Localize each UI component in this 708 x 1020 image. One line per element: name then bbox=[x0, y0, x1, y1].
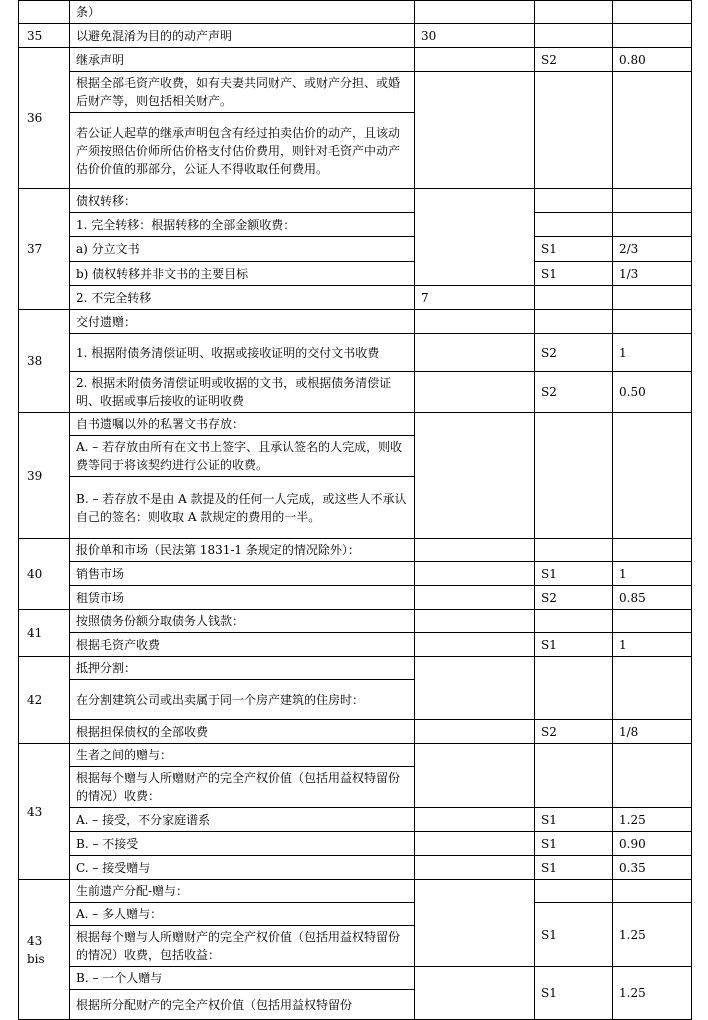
item-text: 1. 根据附债务清偿证明、收据或接收证明的交付文书收费 bbox=[70, 334, 415, 372]
item-text: 根据全部毛资产收费，如有夫妻共同财产、或财产分担、或婚后财产等，则包括相关财产。 bbox=[70, 72, 415, 113]
table-row bbox=[19, 967, 692, 990]
item-text: C. – 接受赠与 bbox=[70, 856, 415, 880]
fee-scale: S1 bbox=[535, 856, 613, 880]
table-row bbox=[19, 903, 692, 926]
table-row bbox=[19, 633, 692, 657]
item-text: 自书遗嘱以外的私署文书存放： bbox=[70, 413, 415, 436]
table-row bbox=[19, 610, 692, 633]
item-text: a) 分立文书 bbox=[70, 237, 415, 262]
table-row bbox=[19, 744, 692, 767]
item-text: 销售市场 bbox=[70, 562, 415, 586]
table-row bbox=[19, 808, 692, 832]
item-number: 41 bbox=[19, 610, 70, 657]
item-text: 2. 不完全转移 bbox=[70, 286, 415, 310]
table-row bbox=[19, 720, 692, 744]
item-text: 继承声明 bbox=[70, 48, 415, 72]
item-text: B. – 若存放不是由 A 款提及的任何一人完成，或这些人不承认自己的签名：则收取 A 款规定的费用的一半。 bbox=[70, 477, 415, 539]
table-row bbox=[19, 262, 692, 286]
fee-scale: S2 bbox=[535, 48, 613, 72]
item-number: 42 bbox=[19, 657, 70, 744]
fee-rate: 0.85 bbox=[613, 586, 692, 610]
item-text: 以避免混淆为目的的动产声明 bbox=[70, 24, 415, 48]
table-row bbox=[19, 657, 692, 680]
item-number: 38 bbox=[19, 310, 70, 413]
table-row bbox=[19, 213, 692, 237]
fee-rate: 1/3 bbox=[613, 262, 692, 286]
item-text: 报价单和市场（民法第 1831-1 条规定的情况除外）： bbox=[70, 539, 415, 562]
fee-scale: S1 bbox=[535, 967, 613, 1020]
fee-scale: S1 bbox=[535, 808, 613, 832]
table-row bbox=[19, 880, 692, 903]
item-number: 39 bbox=[19, 413, 70, 539]
fee-table bbox=[18, 0, 692, 1020]
item-text: 租赁市场 bbox=[70, 586, 415, 610]
table-row bbox=[19, 72, 692, 113]
item-text: B. – 一个人赠与 bbox=[70, 967, 415, 990]
fee-scale: S2 bbox=[535, 586, 613, 610]
table-row bbox=[19, 562, 692, 586]
item-text: A. – 接受，不分家庭谱系 bbox=[70, 808, 415, 832]
fee-rate: 2/3 bbox=[613, 237, 692, 262]
table-row bbox=[19, 237, 692, 262]
fee-rate: 1.25 bbox=[613, 967, 692, 1020]
fixed-fee: 30 bbox=[415, 24, 535, 48]
fee-scale: S1 bbox=[535, 903, 613, 967]
fee-rate: 1/8 bbox=[613, 720, 692, 744]
table-row bbox=[19, 310, 692, 334]
item-text: 1. 完全转移：根据转移的全部金额收费： bbox=[70, 213, 415, 237]
item-text: 2. 根据未附债务清偿证明或收据的文书，或根据债务清偿证明、收据或事后接收的证明收费 bbox=[70, 372, 415, 413]
item-text: 债权转移： bbox=[70, 189, 415, 213]
table-row bbox=[19, 189, 692, 213]
fee-rate: 1 bbox=[613, 633, 692, 657]
item-number: 40 bbox=[19, 539, 70, 610]
fee-scale: S1 bbox=[535, 262, 613, 286]
item-text: b) 债权转移并非文书的主要目标 bbox=[70, 262, 415, 286]
item-text: B. – 不接受 bbox=[70, 832, 415, 856]
fee-rate: 0.80 bbox=[613, 48, 692, 72]
item-number: 36 bbox=[19, 48, 70, 189]
fee-rate: 1.25 bbox=[613, 903, 692, 967]
fee-scale: S1 bbox=[535, 633, 613, 657]
table-row bbox=[19, 539, 692, 562]
item-text: 生前遗产分配-赠与： bbox=[70, 880, 415, 903]
item-text: 根据毛资产收费 bbox=[70, 633, 415, 657]
item-text: 生者之间的赠与： bbox=[70, 744, 415, 767]
item-text: 抵押分割： bbox=[70, 657, 415, 680]
item-text: 根据担保债权的全部收费 bbox=[70, 720, 415, 744]
item-text: 交付遗赠： bbox=[70, 310, 415, 334]
item-text: 按照债务份额分取债务人钱款： bbox=[70, 610, 415, 633]
item-text: 根据每个赠与人所赠财产的完全产权价值（包括用益权特留份的情况）收费： bbox=[70, 767, 415, 808]
table-row bbox=[19, 286, 692, 310]
table-row bbox=[19, 832, 692, 856]
item-text: A. – 若存放由所有在文书上签字、且承认签名的人完成，则收费等同于将该契约进行公证的收费。 bbox=[70, 436, 415, 477]
item-number: 43 bis bbox=[19, 880, 70, 1020]
item-text: A. – 多人赠与： bbox=[70, 903, 415, 926]
fee-scale: S2 bbox=[535, 372, 613, 413]
table-row bbox=[19, 334, 692, 372]
fee-scale: S1 bbox=[535, 832, 613, 856]
table-row bbox=[19, 24, 692, 48]
fee-scale: S1 bbox=[535, 237, 613, 262]
item-text: 若公证人起草的继承声明包含有经过拍卖估价的动产，且该动产须按照估价师所估价格支付估价费用，则针对毛资产中动产估价价值的那部分，公证人不得收取任何费用。 bbox=[70, 113, 415, 189]
item-text: 在分割建筑公司或出卖属于同一个房产建筑的住房时： bbox=[70, 680, 415, 720]
fee-rate: 1 bbox=[613, 562, 692, 586]
fee-scale: S2 bbox=[535, 720, 613, 744]
table-row bbox=[19, 856, 692, 880]
fee-scale: S2 bbox=[535, 334, 613, 372]
fee-rate: 0.50 bbox=[613, 372, 692, 413]
table-row bbox=[19, 48, 692, 72]
fee-rate: 1 bbox=[613, 334, 692, 372]
item-text: 条） bbox=[70, 1, 415, 24]
item-text: 根据每个赠与人所赠财产的完全产权价值（包括用益权特留份的情况）收费，包括收益： bbox=[70, 926, 415, 967]
table-row bbox=[19, 413, 692, 436]
table-row bbox=[19, 1, 692, 24]
item-number: 43 bbox=[19, 744, 70, 880]
fee-rate: 0.90 bbox=[613, 832, 692, 856]
fee-rate: 1.25 bbox=[613, 808, 692, 832]
fee-rate: 0.35 bbox=[613, 856, 692, 880]
table-row bbox=[19, 586, 692, 610]
item-text: 根据所分配财产的完全产权价值（包括用益权特留份 bbox=[70, 990, 415, 1020]
item-number: 35 bbox=[19, 24, 70, 48]
table-row bbox=[19, 372, 692, 413]
item-number: 37 bbox=[19, 189, 70, 310]
fee-scale: S1 bbox=[535, 562, 613, 586]
fixed-fee: 7 bbox=[415, 286, 535, 310]
